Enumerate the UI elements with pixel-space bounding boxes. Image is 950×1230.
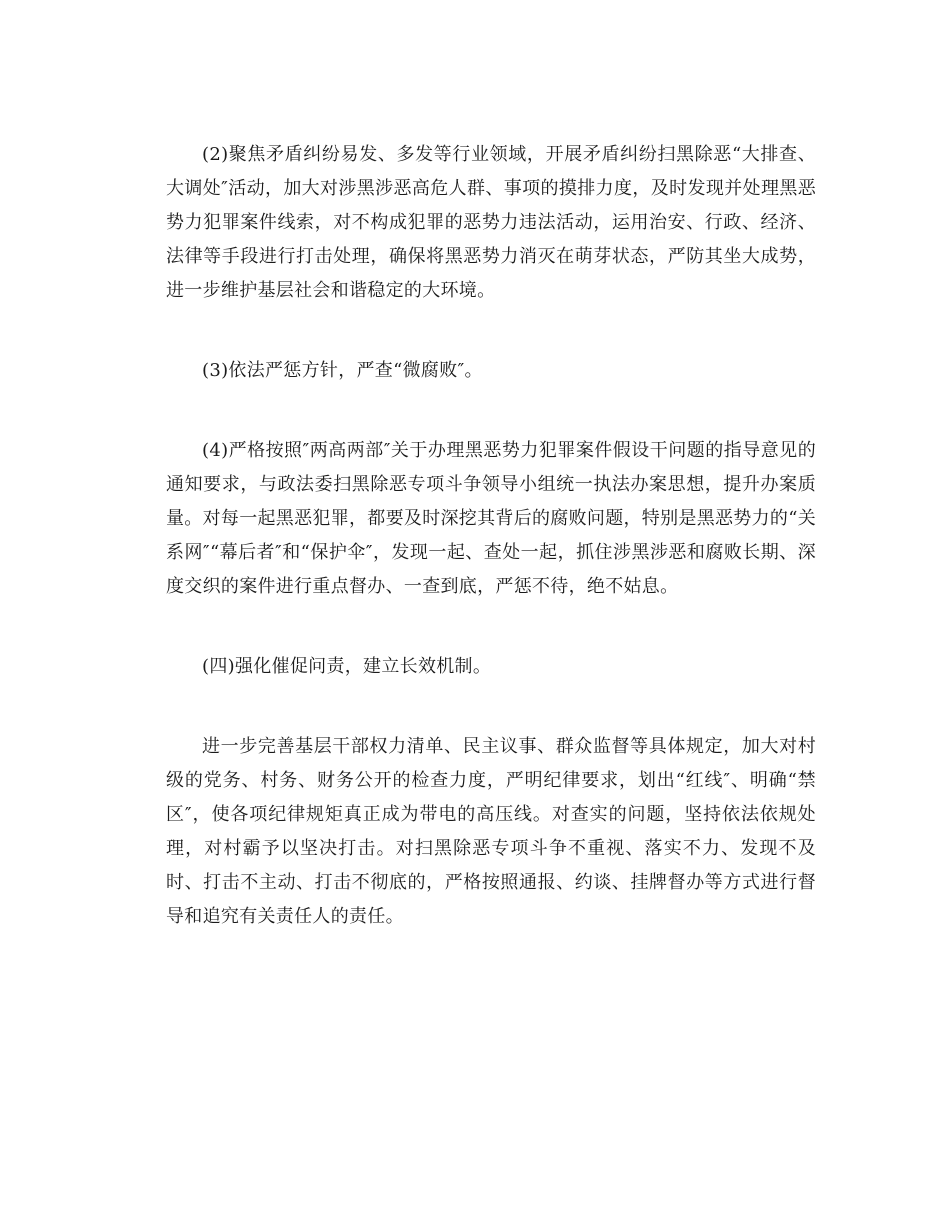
paragraph-item-2: (2)聚焦矛盾纠纷易发、多发等行业领域，开展矛盾纠纷扫黑除恶“大排查、大调处″活动，加大对涉黑涉恶高危人群、事项的摸排力度，及时发现并处理黑恶势力犯罪案件线索，对不构成犯罪的恶势力违法活动，运用治安、行政、经济、法律等手段进行打击处理，确保将黑恶势力消灭在萌芽状态，严防其坐大成势，进一步维护基层社会和谐稳定的大环境。 (166, 144, 816, 301)
paragraph-gap (166, 684, 816, 730)
section-heading-4: (四)强化催促问责，建立长效机制。 (202, 656, 492, 677)
paragraph-accountability: 进一步完善基层干部权力清单、民主议事、群众监督等具体规定，加大对村级的党务、村务、财务公开的检查力度，严明纪律要求，划出“红线″、明确“禁区″，使各项纪律规矩真正成为带电的高压线。对查实的问题，坚持依法依规处理，对村霸予以坚决打击。对扫黑除恶专项斗争不重视、落实不力、发现不及时、打击不主动、打击不彻底的，严格按照通报、约谈、挂牌督办等方式进行督导和追究有关责任人的责任。 (166, 736, 816, 927)
paragraph-gap (166, 308, 816, 354)
document-body (166, 138, 816, 934)
paragraph-gap (166, 604, 816, 650)
paragraph-gap (166, 388, 816, 434)
paragraph-item-4: (4)严格按照″两高两部″关于办理黑恶势力犯罪案件假设干问题的指导意见的通知要求，与政法委扫黑除恶专项斗争领导小组统一执法办案思想，提升办案质量。对每一起黑恶犯罪，都要及时深挖其背后的腐败问题，特别是黑恶势力的“关系网″“幕后者″和“保护伞″，发现一起、查处一起，抓住涉黑涉恶和腐败长期、深度交织的案件进行重点督办、一查到底，严惩不待，绝不姑息。 (166, 440, 816, 597)
paragraph-item-3: (3)依法严惩方针，严查“微腐败″。 (202, 360, 483, 381)
